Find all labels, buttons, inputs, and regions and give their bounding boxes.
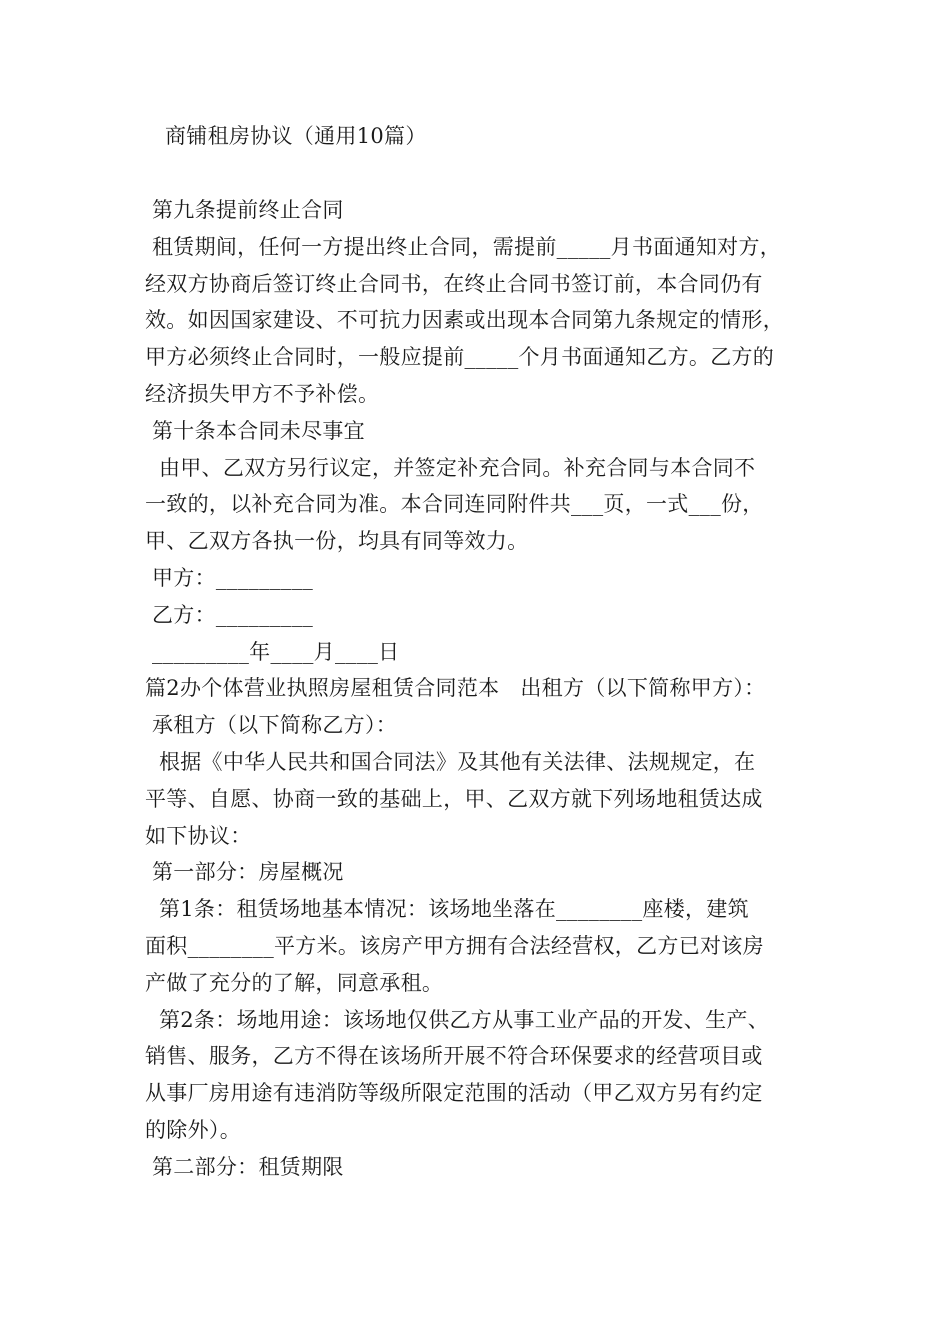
document-line: 面积________平方米。该房产甲方拥有合法经营权，乙方已对该房: [145, 934, 764, 958]
document-line: 经济损失甲方不予补偿。: [145, 382, 380, 406]
document-line: 第十条本合同未尽事宜: [145, 418, 365, 443]
document-line: 效。如因国家建设、不可抗力因素或出现本合同第九条规定的情形，: [145, 308, 784, 333]
document-line: 第1条：租赁场地基本情况：该场地坐落在________座楼，建筑: [145, 897, 749, 922]
document-line: 甲、乙双方各执一份，均具有同等效力。: [145, 529, 529, 554]
document-line: 如下协议：: [145, 823, 252, 848]
document-line: _________年____月____日: [145, 639, 400, 664]
document-line: 的除外）。: [145, 1118, 241, 1142]
document-line: 从事厂房用途有违消防等级所限定范围的活动（甲乙双方另有约定: [145, 1081, 763, 1106]
document-line: 篇2办个体营业执照房屋租赁合同范本 出租方（以下简称甲方）：: [145, 676, 766, 701]
document-line: 第九条提前终止合同: [145, 198, 344, 222]
document-line: 一致的，以补充合同为准。本合同连同附件共___页，一式___份，: [145, 492, 764, 517]
document-line: 销售、服务，乙方不得在该场所开展不符合环保要求的经营项目或: [145, 1044, 763, 1069]
document-line: 乙方：_________: [145, 602, 314, 627]
document-line: 第二部分：租赁期限: [145, 1154, 344, 1179]
document-line: 根据《中华人民共和国合同法》及其他有关法律、法规规定，在: [145, 750, 756, 774]
document-line: 甲方：_________: [145, 566, 314, 590]
document-line: 承租方（以下简称乙方）：: [145, 713, 398, 738]
document-line: 经双方协商后签订终止合同书，在终止合同书签订前，本合同仍有: [145, 271, 763, 296]
document-line: 第一部分：房屋概况: [145, 860, 344, 885]
document-line: 第2条：场地用途：该场地仅供乙方从事工业产品的开发、生产、: [145, 1007, 770, 1032]
document-line: 租赁期间，任何一方提出终止合同，需提前_____月书面通知对方，: [145, 234, 782, 259]
document-line: 产做了充分的了解，同意承租。: [145, 970, 444, 995]
document-title: 商铺租房协议（通用10篇）: [165, 124, 427, 148]
document-line: 甲方必须终止合同时，一般应提前_____个月书面通知乙方。乙方的: [145, 345, 775, 370]
document-line: 由甲、乙双方另行议定，并签定补充合同。补充合同与本合同不: [145, 455, 756, 480]
document-line: 平等、自愿、协商一致的基础上，甲、乙双方就下列场地租赁达成: [145, 786, 763, 811]
